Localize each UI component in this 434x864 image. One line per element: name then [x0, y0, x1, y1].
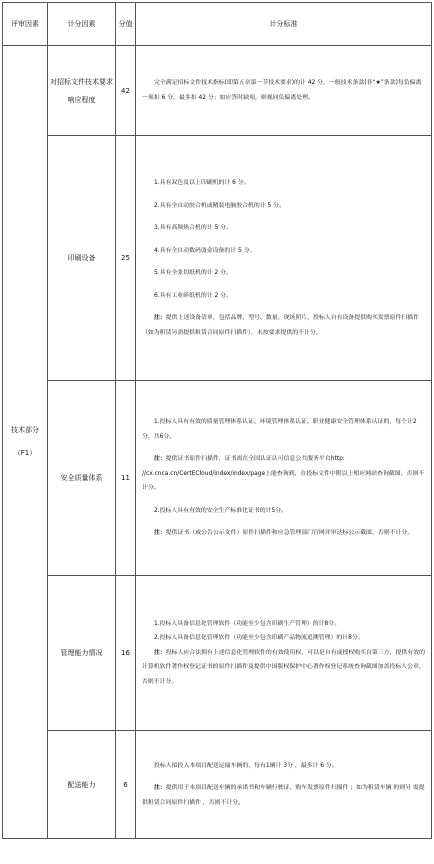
criteria-item: 5.具有全张切纸机的计 2 分。 [154, 270, 232, 276]
criteria-cell [136, 576, 432, 731]
criteria-item: 1.投标人具有有效的质量管理体系认证、环境管理体系认证、职业健康安全管理体系认证的，每个计2分，共6分。 [142, 419, 417, 440]
table-row [3, 576, 432, 731]
criteria-note [142, 311, 425, 340]
criteria-note [142, 452, 425, 496]
note-label: 注： [154, 315, 166, 321]
category-code: （F1） [13, 449, 37, 457]
criteria-item: 1.具有双色及以上印刷机的计 6 分。 [154, 180, 250, 186]
scoring-table [2, 2, 432, 839]
criteria-note [142, 646, 425, 690]
factor-cell: 印刷设备 [48, 136, 116, 381]
criteria-item: 4.具有全自动数码烫金设备的计 5 分。 [154, 247, 256, 254]
score-cell: 11 [116, 381, 136, 576]
score-cell: 25 [116, 136, 136, 381]
criteria-item: 2.投标人具备信息化管理软件（功能至少包含印刷产品物流追溯管理）的计8分。 [154, 635, 364, 642]
factor-cell: 安全质量体系 [48, 381, 116, 576]
header-score-value: 分值 [116, 3, 136, 46]
note-label: 注： [154, 649, 166, 656]
category-name: 技术部分 [11, 426, 39, 434]
header-scoring-factor: 计分因素 [48, 3, 116, 46]
criteria-text: 完全满足招标文件技术指标(即第五章第一节技术要求)的计 42 分，一般技术条款(非“★”条款)每负偏离一项扣 6 分，最多扣 42 分；如应答时缺项，则视同负偏离处理。 [142, 80, 422, 101]
criteria-cell [136, 731, 432, 839]
table-row [3, 731, 432, 839]
criteria-cell [136, 136, 432, 381]
table-row [3, 136, 432, 381]
score-cell: 6 [116, 731, 136, 839]
criteria-note [142, 526, 425, 541]
table-row [3, 46, 432, 136]
note-text: 投标人应合法拥有上述信息化管理软件的有效使用权，可以是自有或授权购买自第三方，提供有效的计算机软件著作权登记证书的原件扫描件及提供中国版权保护中心著作权登记系统查询截图加盖投标人公章，否则不计分。 [142, 649, 425, 685]
table-row [3, 381, 432, 576]
note-text: 提供证书（或公告公示文件）原件扫描件和应急管理部门官网评审达标公示截图，否则不计分。 [165, 530, 414, 537]
header-review-factor: 评审因素 [3, 3, 48, 46]
note-text: 提供证书原件扫描件，证书需在全国认证认可信息公共服务平台http: //cx.cnca.cn/CertECloud/index/index/page上能查询到，在投标文件中附以上相应网站查询截图，否则不计分。 [142, 456, 425, 492]
factor-cell: 配送能力 [48, 731, 116, 839]
criteria-cell [136, 46, 432, 136]
criteria-item: 1.投标人具备信息化管理软件（功能至少包含印刷生产管理）的计8分。 [154, 620, 341, 627]
criteria-item: 6.具有工业碎纸机的计 2 分。 [154, 292, 232, 299]
category-cell [3, 46, 48, 839]
factor-cell: 对招标文件技术要求响应程度 [48, 46, 116, 136]
score-cell: 42 [116, 46, 136, 136]
criteria-item: 投标人拟投入本项目配送运输车辆的，每有1辆计 3分 ，最多计 6 分。 [154, 762, 338, 769]
note-label: 注： [154, 456, 166, 463]
note-label: 注： [154, 530, 166, 537]
criteria-item: 2.具有全自动胶合机或精装电脑胶合机的计 5 分。 [154, 202, 285, 209]
note-label: 注： [154, 785, 166, 792]
note-text: 提供用于本项目配送车辆的承诺书和车辆行驶证、购车发票原件扫描件 ；如为租赁车辆 的则另 需提供租赁合同原件扫描件 ，否则不计分。 [142, 785, 425, 806]
criteria-note [142, 781, 425, 810]
table-header-row [3, 3, 432, 46]
score-cell: 16 [116, 576, 136, 731]
header-scoring-criteria: 计分标准 [136, 3, 432, 46]
note-text: 提供上述设备清单，包括品牌、型号、数量、现场照片，投标人自有设备提供购买发票原件扫描件（如为租赁另需提供租赁合同原件扫描件），未按要求提供的不计分。 [142, 315, 420, 336]
criteria-item: 3.具有高频热合机的计 5 分。 [154, 225, 232, 231]
factor-cell: 管理能力情况 [48, 576, 116, 731]
criteria-item: 2.投标人具有有效的安全生产标准化证书的计5分。 [154, 507, 288, 514]
criteria-cell [136, 381, 432, 576]
